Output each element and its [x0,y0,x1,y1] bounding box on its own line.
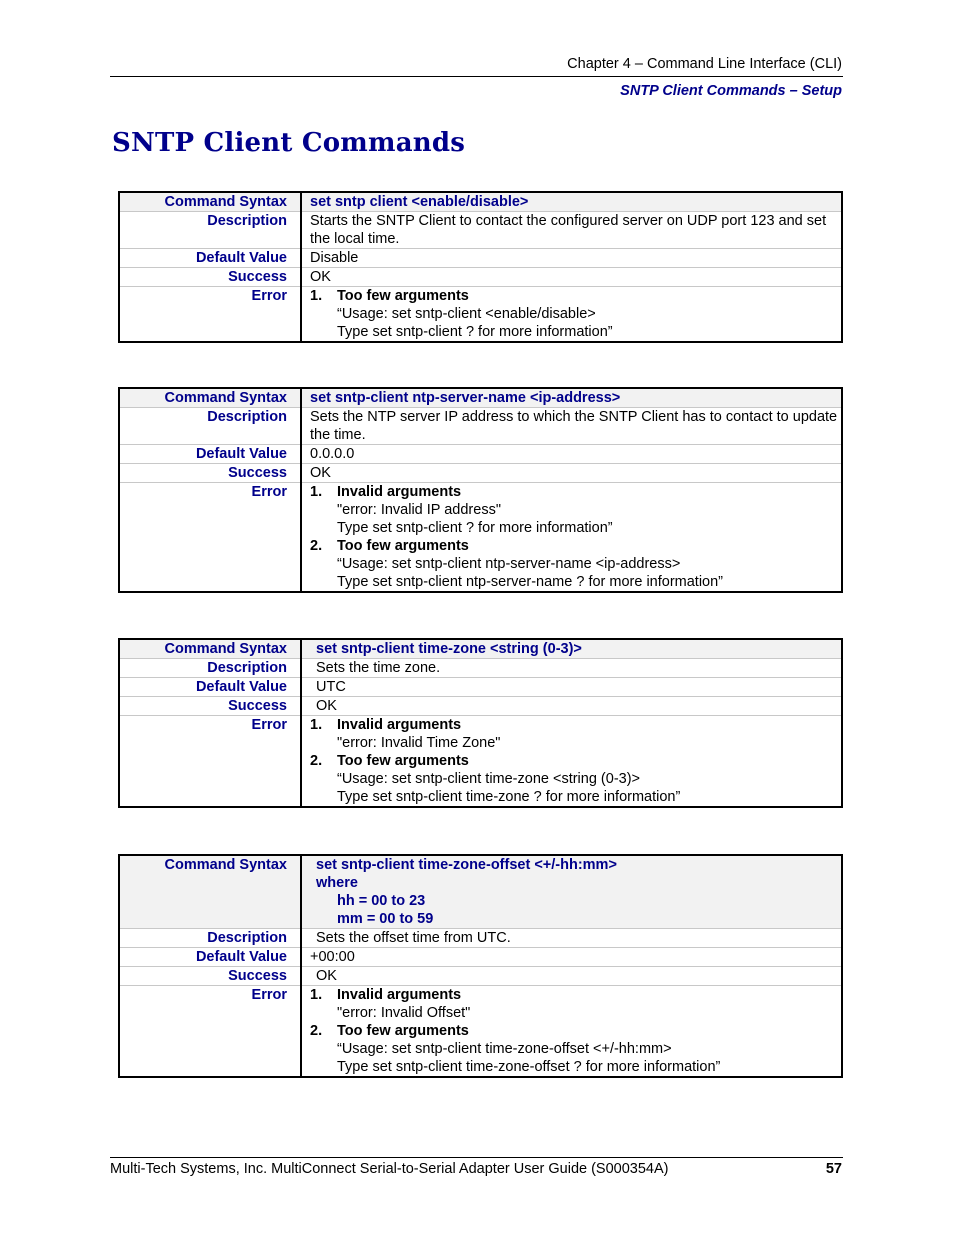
error-row [119,716,842,808]
success-row [119,967,842,986]
syntax-row [119,388,842,408]
default-value: UTC [301,678,842,697]
description-value: Sets the time zone. [301,659,842,678]
syntax-value: set sntp-client time-zone <string (0-3)> [301,639,842,659]
error-item [310,537,841,591]
default-label: Default Value [119,249,301,268]
error-number: 1. [310,484,323,500]
default-row [119,249,842,268]
error-list [301,986,842,1078]
error-list [301,287,842,343]
success-row [119,464,842,483]
description-label: Description [119,929,301,948]
description-row [119,659,842,678]
syntax-label: Command Syntax [119,388,301,408]
error-row [119,483,842,593]
description-label: Description [119,408,301,445]
default-row [119,445,842,464]
error-number: 2. [310,538,323,554]
error-row [119,986,842,1078]
command-table-time-zone-offset [118,854,843,1078]
error-number: 1. [310,717,323,733]
success-label: Success [119,967,301,986]
success-row [119,697,842,716]
error-number: 1. [310,987,323,1003]
running-header-chapter: Chapter 4 – Command Line Interface (CLI) [567,56,842,72]
error-message: “Usage: set sntp-client ntp-server-name <ip-address> [337,556,681,572]
error-number: 2. [310,1023,323,1039]
command-table-ntp-server-name [118,387,843,593]
running-header-section: SNTP Client Commands – Setup [620,83,842,99]
syntax-value [301,855,842,929]
error-number: 2. [310,753,323,769]
page-number: 57 [825,1161,842,1177]
header-rule [110,76,843,77]
command-table-time-zone [118,638,843,808]
success-value: OK [301,967,842,986]
error-message: Type set sntp-client time-zone ? for more information” [337,789,681,805]
error-list [301,716,842,808]
success-row [119,268,842,287]
description-label: Description [119,212,301,249]
error-item [310,287,841,341]
syntax-label: Command Syntax [119,855,301,929]
error-message: "error: Invalid Time Zone" [337,735,501,751]
success-label: Success [119,697,301,716]
default-label: Default Value [119,445,301,464]
syntax-value: set sntp client <enable/disable> [301,192,842,212]
syntax-row [119,192,842,212]
syntax-label: Command Syntax [119,192,301,212]
syntax-hh-range: hh = 00 to 23 [337,893,426,909]
error-item [310,986,841,1022]
error-message: “Usage: set sntp-client time-zone <string (0-3)> [337,771,641,787]
error-title: Invalid arguments [337,987,462,1003]
success-value: OK [301,464,842,483]
description-value: Sets the offset time from UTC. [301,929,842,948]
success-value: OK [301,697,842,716]
error-label: Error [119,287,301,343]
description-row [119,408,842,445]
success-label: Success [119,268,301,287]
success-label: Success [119,464,301,483]
error-title: Invalid arguments [337,717,462,733]
default-value: +00:00 [301,948,842,967]
error-list [301,483,842,593]
error-row [119,287,842,343]
syntax-row [119,855,842,929]
default-row [119,948,842,967]
page-title: SNTP Client Commands [112,128,466,158]
syntax-row [119,639,842,659]
error-message: "error: Invalid IP address" [337,502,501,518]
error-message: “Usage: set sntp-client time-zone-offset <+/-hh:mm> [337,1041,672,1057]
success-value: OK [301,268,842,287]
syntax-mm-range: mm = 00 to 59 [337,911,434,927]
default-row [119,678,842,697]
error-label: Error [119,986,301,1078]
error-item [310,483,841,537]
error-item [310,716,841,752]
description-value: Starts the SNTP Client to contact the configured server on UDP port 123 and set the local time. [301,212,842,249]
syntax-where: where [316,875,358,891]
error-message: “Usage: set sntp-client <enable/disable> [337,306,596,322]
error-message: Type set sntp-client ? for more information” [337,520,613,536]
error-title: Too few arguments [337,1023,469,1039]
default-label: Default Value [119,678,301,697]
footer-rule [110,1157,843,1158]
error-label: Error [119,716,301,808]
error-message: Type set sntp-client time-zone-offset ? for more information” [337,1059,721,1075]
description-row [119,929,842,948]
error-title: Too few arguments [337,288,469,304]
error-number: 1. [310,288,323,304]
error-label: Error [119,483,301,593]
description-row [119,212,842,249]
description-value: Sets the NTP server IP address to which the SNTP Client has to contact to update the time. [301,408,842,445]
error-message: "error: Invalid Offset" [337,1005,471,1021]
error-item [310,1022,841,1076]
default-label: Default Value [119,948,301,967]
error-message: Type set sntp-client ? for more information” [337,324,613,340]
syntax-label: Command Syntax [119,639,301,659]
error-title: Too few arguments [337,753,469,769]
error-message: Type set sntp-client ntp-server-name ? for more information” [337,574,724,590]
command-table-sntp-client [118,191,843,343]
description-label: Description [119,659,301,678]
error-title: Invalid arguments [337,484,462,500]
syntax-value: set sntp-client ntp-server-name <ip-address> [301,388,842,408]
error-item [310,752,841,806]
syntax-command: set sntp-client time-zone-offset <+/-hh:mm> [316,857,617,873]
footer-text: Multi-Tech Systems, Inc. MultiConnect Serial-to-Serial Adapter User Guide (S000354A) [110,1161,669,1177]
default-value: 0.0.0.0 [301,445,842,464]
default-value: Disable [301,249,842,268]
error-title: Too few arguments [337,538,469,554]
